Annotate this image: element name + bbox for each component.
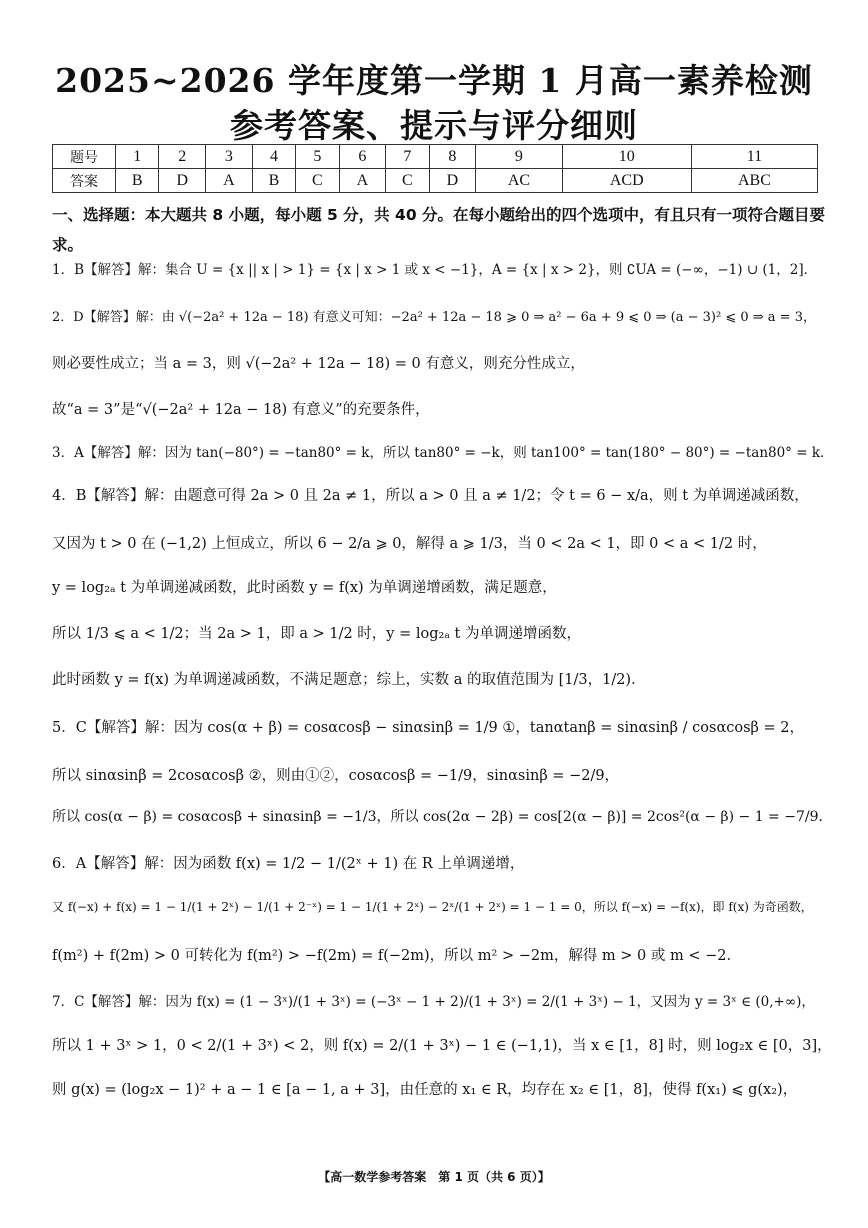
- solution-line: 所以 1 + 3ˣ > 1，0 < 2/(1 + 3ˣ) < 2，则 f(x) = 2/(1 + 3ˣ) − 1 ∈ (−1,1)，当 x ∈ [1，8] 时，则 log₂x ∈ [0，3]，: [52, 1038, 832, 1054]
- solution-line: 4．B【解答】解：由题意可得 2a > 0 且 2a ≠ 1，所以 a > 0 且 a ≠ 1/2；令 t = 6 − x/a，则 t 为单调递减函数，: [52, 488, 809, 504]
- answer-cell: D: [159, 169, 206, 193]
- solution-line: 2．D【解答】解：由 √(−2a² + 12a − 18) 有意义可知：−2a² + 12a − 18 ⩾ 0 ⇒ a² − 6a + 9 ⩽ 0 ⇒ (a − 3)² ⩽ 0 ⇒ a = 3，: [52, 310, 816, 325]
- solution-line: 7．C【解答】解：因为 f(x) = (1 − 3ˣ)/(1 + 3ˣ) = (−3ˣ − 1 + 2)/(1 + 3ˣ) = 2/(1 + 3ˣ) − 1，又因为 y = 3ˣ ∈ (0,+∞)，: [52, 994, 815, 1010]
- answer-table: [52, 144, 818, 193]
- answer-cell: A: [206, 169, 253, 193]
- solution-line: 又因为 t > 0 在 (−1,2) 上恒成立，所以 6 − 2/a ⩾ 0，解得 a ⩾ 1/3，当 0 < 2a < 1，即 0 < a < 1/2 时，: [52, 536, 767, 552]
- question-number: 5: [296, 145, 339, 169]
- solution-line: 1．B【解答】解：集合 U = {x || x | > 1} = {x | x > 1 或 x < −1}，A = {x | x > 2}，则 ∁UA = (−∞，−1) ∪ (1，2]．: [52, 262, 818, 278]
- solution-line: 5．C【解答】解：因为 cos(α + β) = cosαcosβ − sinαsinβ = 1/9 ①，tanαtanβ = sinαsinβ / cosαcosβ = 2，: [52, 720, 805, 736]
- answer-cell: ACD: [562, 169, 691, 193]
- solution-line: 所以 sinαsinβ = 2cosαcosβ ②，则由①②，cosαcosβ = −1/9，sinαsinβ = −2/9，: [52, 768, 620, 784]
- question-number: 10: [562, 145, 691, 169]
- question-number: 1: [116, 145, 159, 169]
- solution-line: y = log₂ₐ t 为单调递减函数，此时函数 y = f(x) 为单调递增函数，满足题意，: [52, 580, 557, 596]
- document-title: 2025~2026 学年度第一学期 1 月高一素养检测: [55, 61, 813, 100]
- solution-line: 所以 1/3 ⩽ a < 1/2；当 2a > 1，即 a > 1/2 时，y = log₂ₐ t 为单调递增函数，: [52, 626, 581, 642]
- question-number: 2: [159, 145, 206, 169]
- solution-line: 故“a = 3”是“√(−2a² + 12a − 18) 有意义”的充要条件，: [52, 402, 430, 418]
- document-subtitle: 参考答案、提示与评分细则: [230, 106, 638, 145]
- section-heading: 一、选择题：本大题共 8 小题，每小题 5 分，共 40 分。在每小题给出的四个选项中，有且只有一项符合题目要求。: [52, 206, 826, 254]
- answer-cell: AC: [476, 169, 562, 193]
- question-number: 9: [476, 145, 562, 169]
- solution-line: 又 f(−x) + f(x) = 1 − 1/(1 + 2ˣ) − 1/(1 + 2⁻ˣ) = 1 − 1/(1 + 2ˣ) − 2ˣ/(1 + 2ˣ) = 1 − 1 = 0，所以 f(−x) = −f(x)，即 f(x) 为奇函数，: [52, 900, 813, 914]
- answer-table-answer-row: [53, 169, 818, 193]
- question-number: 7: [386, 145, 429, 169]
- solution-line: 则必要性成立；当 a = 3，则 √(−2a² + 12a − 18) = 0 有意义，则充分性成立，: [52, 356, 585, 372]
- question-number: 6: [339, 145, 386, 169]
- solution-line: 此时函数 y = f(x) 为单调递减函数，不满足题意；综上，实数 a 的取值范围为 [1/3，1/2)．: [52, 672, 646, 688]
- solution-line: 6．A【解答】解：因为函数 f(x) = 1/2 − 1/(2ˣ + 1) 在 R 上单调递增，: [52, 856, 525, 872]
- question-number: 8: [429, 145, 476, 169]
- question-number: 3: [206, 145, 253, 169]
- answer-cell: ABC: [691, 169, 817, 193]
- solution-line: 所以 cos(α − β) = cosαcosβ + sinαsinβ = −1/3，所以 cos(2α − 2β) = cos[2(α − β)] = 2cos²(α − β) − 1 = −7/9．: [52, 809, 833, 825]
- answer-cell: C: [386, 169, 429, 193]
- answer-cell: D: [429, 169, 476, 193]
- answer-table-number-row: [53, 145, 818, 169]
- question-number: 4: [252, 145, 295, 169]
- answer-cell: C: [296, 169, 339, 193]
- solution-line: 3．A【解答】解：因为 tan(−80°) = −tan80° = k，所以 tan80° = −k，则 tan100° = tan(180° − 80°) = −tan80° = k．: [52, 445, 834, 461]
- answer-cell: A: [339, 169, 386, 193]
- question-number: 11: [691, 145, 817, 169]
- table-header-number: 题号: [53, 145, 116, 169]
- table-header-answer: 答案: [53, 169, 116, 193]
- solution-line: 则 g(x) = (log₂x − 1)² + a − 1 ∈ [a − 1, a + 3]，由任意的 x₁ ∈ R，均存在 x₂ ∈ [1，8]，使得 f(x₁) ⩽ g(x₂)，: [52, 1082, 798, 1098]
- answer-cell: B: [116, 169, 159, 193]
- page-footer: 【高一数学参考答案 第 1 页（共 6 页）】: [318, 1170, 550, 1184]
- answer-cell: B: [252, 169, 295, 193]
- solution-line: f(m²) + f(2m) > 0 可转化为 f(m²) > −f(2m) = f(−2m)，所以 m² > −2m，解得 m > 0 或 m < −2．: [52, 948, 741, 964]
